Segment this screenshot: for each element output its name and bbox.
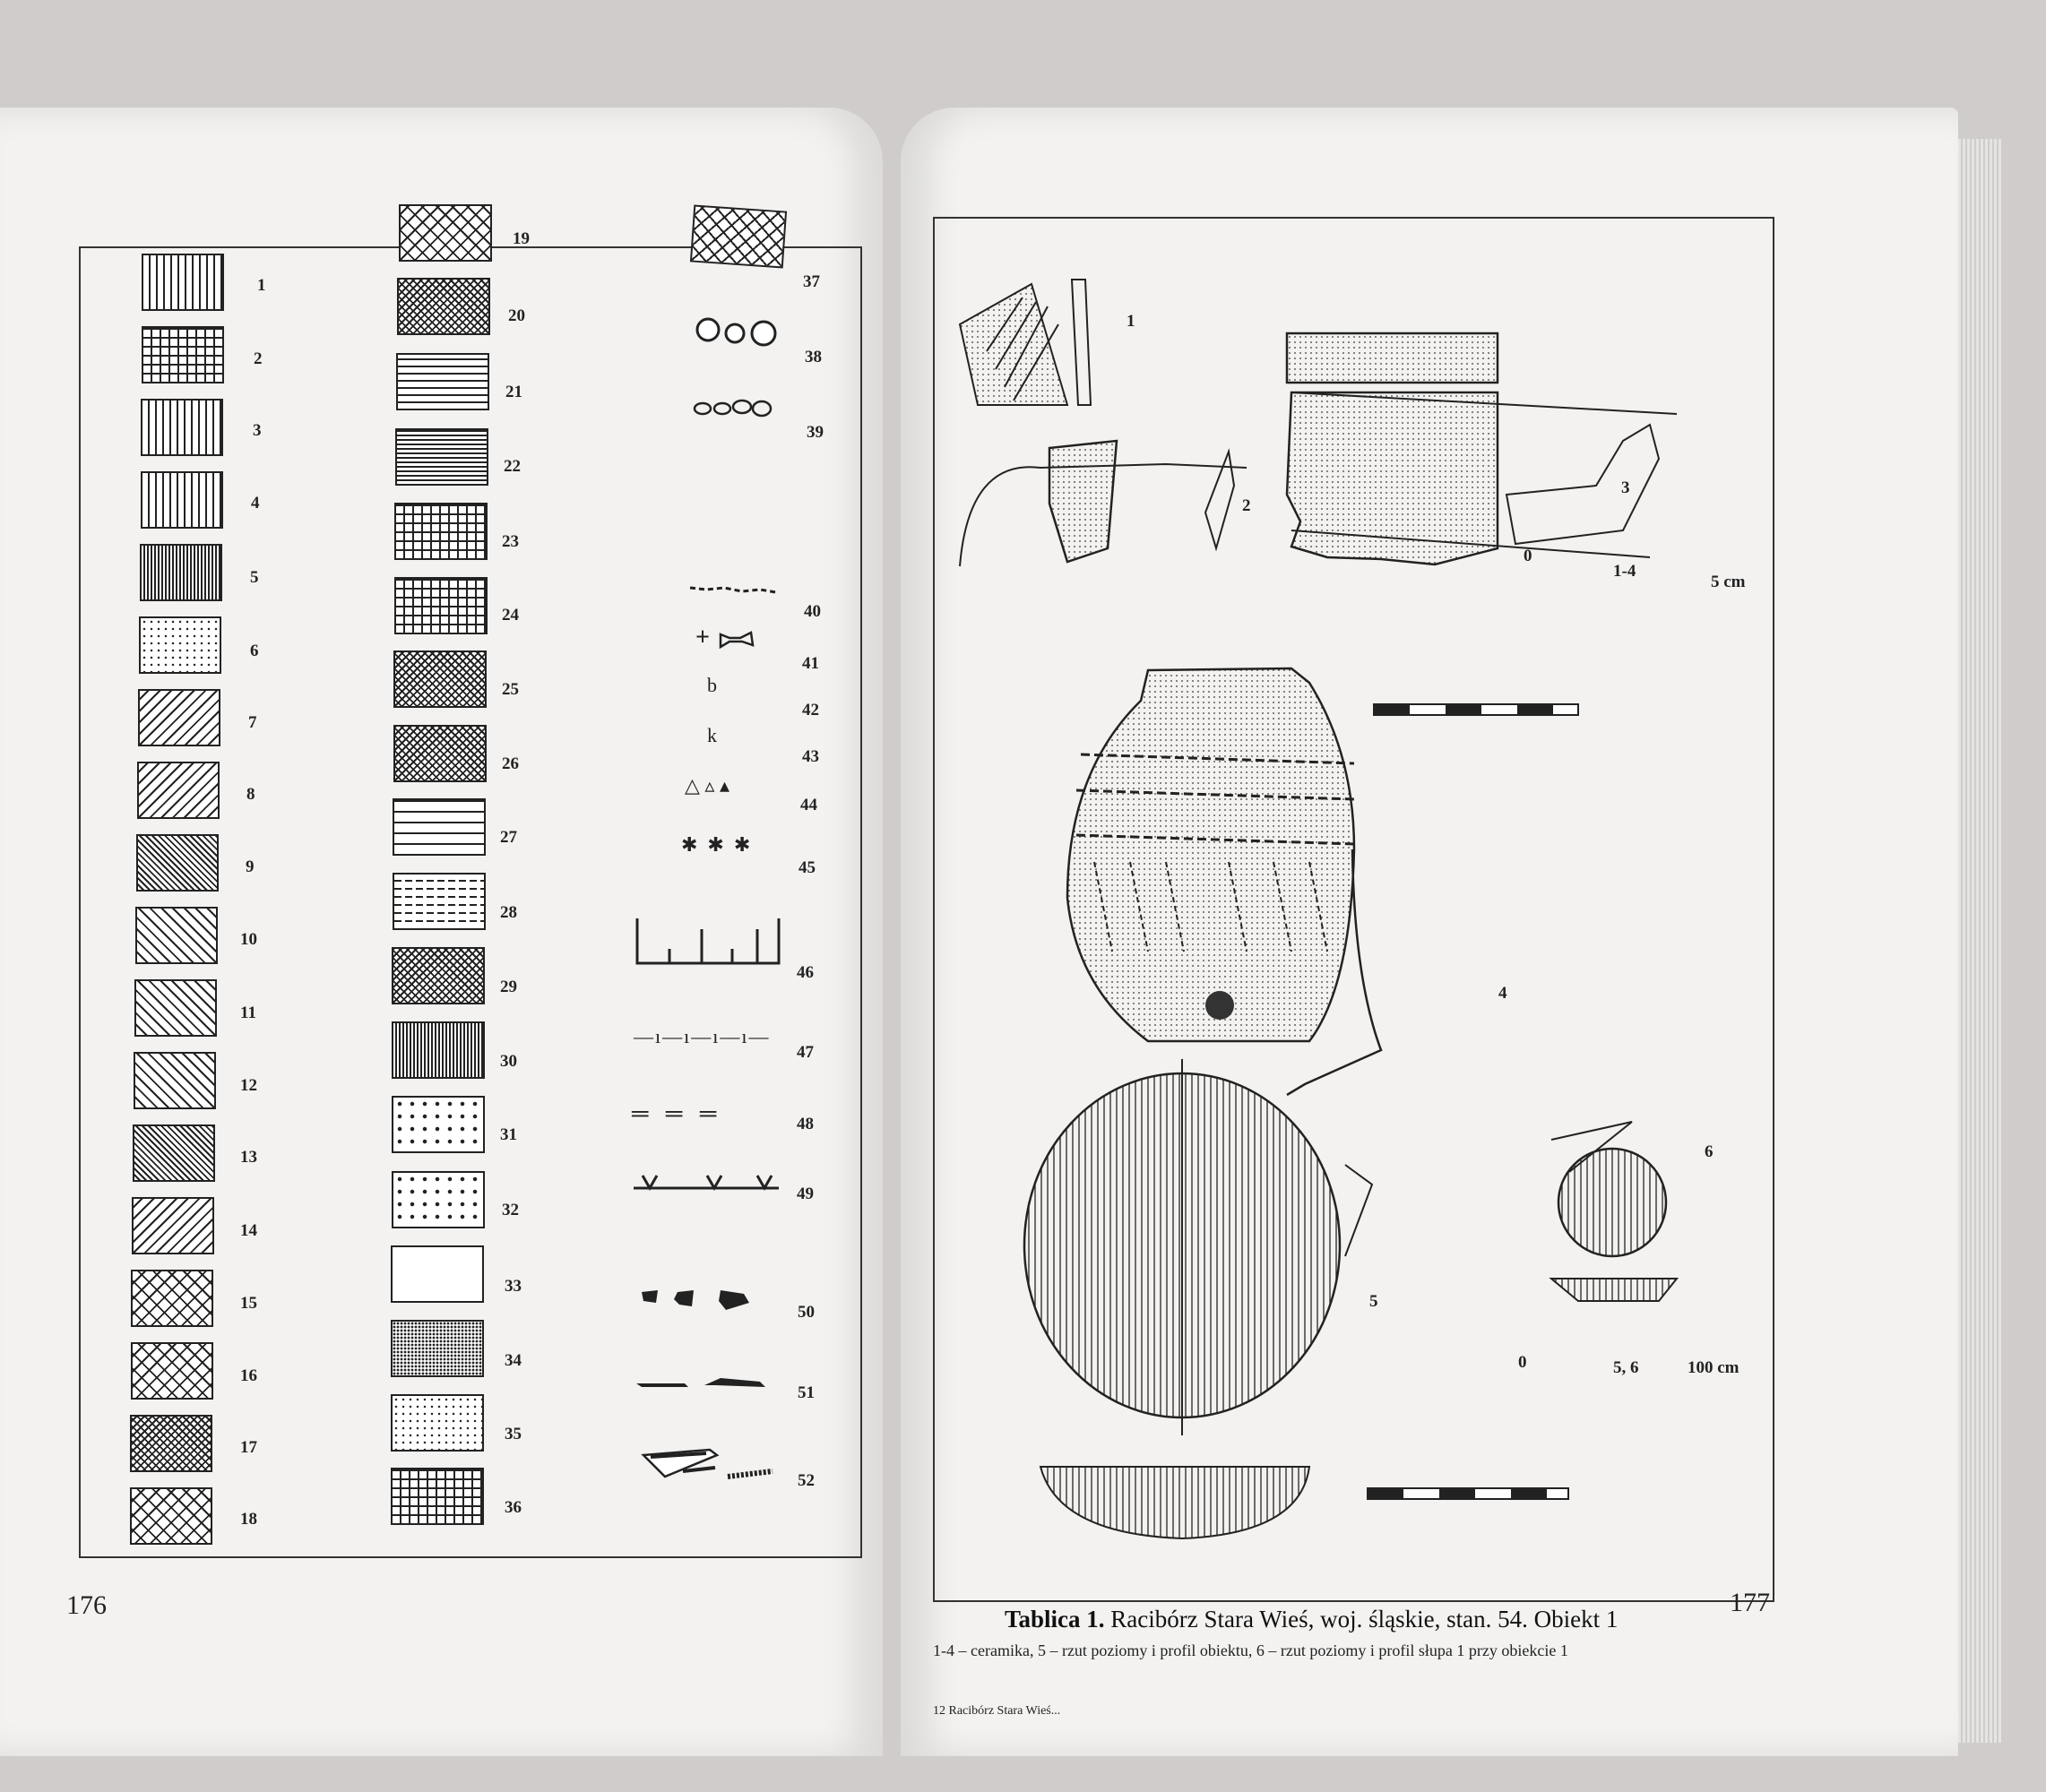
scale-upper-end: 5 cm — [1711, 573, 1746, 591]
legend-swatch — [133, 1124, 215, 1182]
legend-number: 32 — [502, 1201, 519, 1219]
legend-number: 43 — [802, 747, 819, 766]
symbol-46-icon — [632, 917, 784, 972]
scale-lower-zero: 0 — [1518, 1353, 1527, 1372]
legend-number: 22 — [504, 457, 521, 476]
legend-number: 18 — [240, 1510, 257, 1529]
legend-swatch — [393, 725, 487, 782]
symbol-38-icon — [690, 315, 789, 351]
scale-upper-zero: 0 — [1524, 547, 1532, 565]
legend-number: 50 — [798, 1303, 815, 1322]
legend-number: 17 — [240, 1438, 257, 1457]
scale-lower-end: 100 cm — [1688, 1358, 1740, 1377]
plate-figure — [933, 217, 1771, 1598]
legend-number: 37 — [803, 272, 820, 291]
legend-swatch — [140, 544, 222, 601]
legend-number: 30 — [500, 1052, 517, 1071]
footer-note: 12 Racibórz Stara Wieś... — [933, 1704, 1061, 1718]
legend-number: 12 — [240, 1076, 257, 1095]
legend-swatch — [134, 1052, 216, 1109]
legend-number: 29 — [500, 978, 517, 996]
symbol-39-icon — [690, 391, 789, 426]
legend-number: 25 — [502, 680, 519, 699]
legend-number: 11 — [240, 1004, 256, 1022]
legend-swatch — [393, 650, 487, 708]
figure-label-3: 3 — [1621, 478, 1630, 497]
legend-number: 24 — [502, 606, 519, 625]
legend-number: 2 — [254, 349, 263, 368]
symbol-41b-icon — [717, 629, 756, 650]
legend-number: 34 — [505, 1351, 522, 1370]
legend-swatch — [137, 762, 220, 819]
legend-swatch — [393, 873, 486, 930]
scale-lower-mid: 5, 6 — [1613, 1358, 1639, 1377]
legend-swatch — [135, 907, 218, 964]
legend-number: 45 — [799, 858, 816, 877]
legend-number: 10 — [240, 930, 257, 949]
legend-number: 16 — [240, 1366, 257, 1385]
legend-swatch — [136, 834, 219, 892]
legend-swatch — [392, 1171, 485, 1228]
legend-number: 35 — [505, 1425, 522, 1443]
page-edges — [1958, 139, 2003, 1743]
left-page — [0, 108, 883, 1756]
legend-number: 15 — [240, 1294, 257, 1313]
legend-number: 48 — [797, 1115, 814, 1133]
right-page — [901, 108, 1958, 1756]
legend-swatch — [394, 503, 488, 560]
legend-number: 23 — [502, 532, 519, 551]
symbol-48-icon: ═ ═ ═ — [632, 1100, 717, 1126]
legend-swatch — [392, 947, 485, 1004]
legend-number: 19 — [513, 229, 530, 248]
legend-number: 41 — [802, 654, 819, 673]
plate-caption-title: Tablica 1. Racibórz Stara Wieś, woj. śląskie, stan. 54. Obiekt 1 — [1005, 1606, 1619, 1633]
figure-label-5: 5 — [1369, 1292, 1378, 1311]
legend-number: 31 — [500, 1125, 517, 1144]
legend-swatch — [399, 204, 492, 262]
symbol-49-icon — [632, 1168, 784, 1199]
legend-number: 8 — [246, 785, 255, 804]
legend-swatch — [392, 1096, 485, 1153]
legend-swatch — [134, 979, 217, 1037]
symbol-50-icon — [638, 1283, 764, 1319]
legend-swatch — [394, 577, 488, 634]
symbol-41-icon: + — [695, 624, 710, 651]
plate-caption-subtitle: 1-4 – ceramika, 5 – rzut poziomy i profil obiektu, 6 – rzut poziomy i profil słupa 1 przy obiekcie 1 — [933, 1641, 1568, 1659]
legend-number: 42 — [802, 701, 819, 719]
legend-swatch — [141, 399, 223, 456]
legend-swatch — [131, 1270, 213, 1327]
legend-number: 1 — [257, 276, 266, 295]
figure-label-2: 2 — [1242, 496, 1251, 515]
legend-swatch — [391, 1320, 484, 1377]
legend-number: 27 — [500, 828, 517, 847]
symbol-52-icon — [638, 1444, 781, 1493]
legend-swatch — [142, 254, 224, 311]
legend-number: 20 — [508, 306, 525, 325]
symbol-44-icon: △ ▵ ▴ — [685, 774, 730, 797]
legend-number: 4 — [251, 494, 260, 513]
symbol-51-icon — [635, 1373, 769, 1396]
scale-upper-mid: 1-4 — [1613, 562, 1636, 581]
symbol-47-icon: —ı—ı—ı—ı— — [634, 1025, 771, 1047]
page-number-left: 176 — [66, 1590, 107, 1620]
legend-swatch — [131, 1342, 213, 1400]
legend-swatch — [396, 353, 489, 410]
legend-swatch — [142, 326, 224, 383]
symbol-40-icon — [688, 579, 787, 600]
figure-label-6: 6 — [1705, 1142, 1714, 1161]
legend-swatch — [391, 1468, 484, 1525]
legend-number: 39 — [807, 423, 824, 442]
legend-number: 46 — [797, 963, 814, 982]
legend-number: 26 — [502, 754, 519, 773]
figure-label-4: 4 — [1498, 984, 1507, 1003]
legend-number: 14 — [240, 1221, 257, 1240]
legend-number: 47 — [797, 1043, 814, 1062]
legend-number: 51 — [798, 1383, 815, 1402]
page-number-right: 177 — [1730, 1588, 1770, 1617]
symbol-42-icon: b — [707, 674, 717, 696]
legend-number: 38 — [805, 348, 822, 366]
legend-swatch — [141, 471, 223, 529]
legend-swatch — [395, 428, 488, 486]
legend-number: 52 — [798, 1471, 815, 1490]
legend-swatch — [132, 1197, 214, 1254]
legend-swatch — [391, 1245, 484, 1303]
figure-label-1: 1 — [1127, 312, 1135, 331]
legend-swatch — [139, 616, 221, 674]
legend-swatch — [393, 798, 486, 856]
legend-swatch — [392, 1021, 485, 1079]
legend-number: 36 — [505, 1498, 522, 1517]
legend-number: 33 — [505, 1277, 522, 1296]
legend-number: 13 — [240, 1148, 257, 1167]
legend-swatch — [130, 1415, 212, 1472]
legend-number: 28 — [500, 903, 517, 922]
legend-swatch — [690, 204, 787, 268]
legend-number: 44 — [800, 796, 817, 814]
symbol-45-icon: ✱ ✱ ✱ — [681, 833, 751, 856]
legend-number: 3 — [253, 421, 262, 440]
legend-number: 49 — [797, 1185, 814, 1203]
legend-swatch — [391, 1394, 484, 1452]
legend-number: 6 — [250, 642, 259, 660]
legend-number: 5 — [250, 568, 259, 587]
symbol-43-icon: k — [707, 724, 717, 746]
legend-number: 40 — [804, 602, 821, 621]
legend-swatch — [130, 1487, 212, 1545]
legend-number: 21 — [505, 383, 522, 401]
legend-swatch — [138, 689, 220, 746]
legend-swatch — [397, 278, 490, 335]
legend-number: 9 — [246, 857, 255, 876]
legend-number: 7 — [248, 713, 257, 732]
